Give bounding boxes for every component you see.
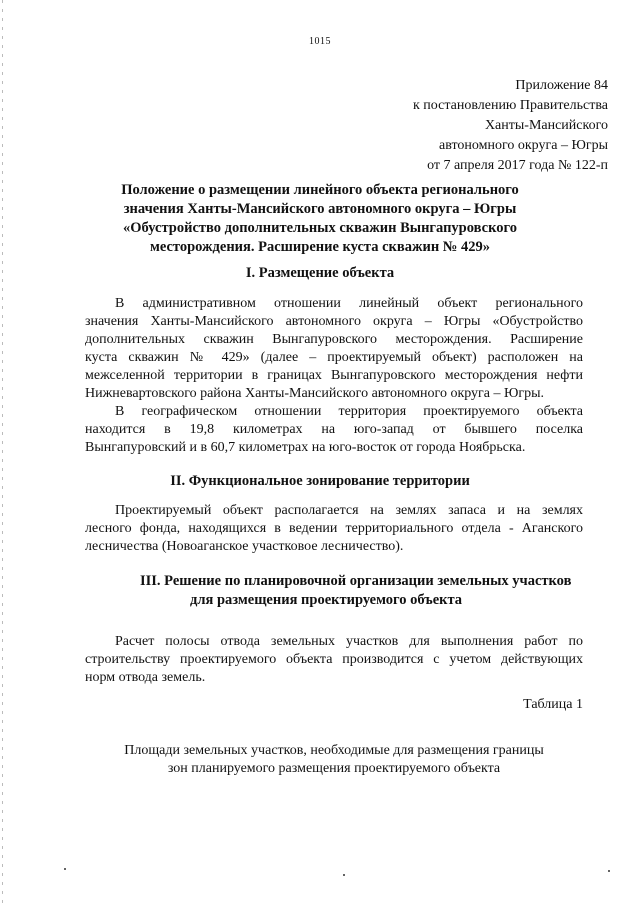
title-line: значения Ханты-Мансийского автономного округа – Югры [123, 201, 517, 217]
text-line: строительству проектируемого объекта производится с учетом действующих [85, 652, 583, 667]
text-line: лесничества (Новоаганское участковое лесничество). [85, 539, 404, 554]
appendix-line: Приложение 84 [515, 78, 608, 93]
scan-speck [608, 870, 610, 872]
text-line: значения Ханты-Мансийского автономного округа – Югры «Обустройство [85, 314, 583, 329]
text-line: куста скважин № 429» (далее – проектируемый объект) расположен на [85, 350, 583, 365]
caption-line: зон планируемого размещения проектируемого объекта [167, 761, 501, 776]
text-line: В географическом отношении территория проектируемого объекта [115, 404, 583, 419]
text-line: межселенной территории в границах Вынгапуровского месторождения нефти [85, 368, 583, 383]
document-title [60, 181, 580, 257]
section1-heading: I. Размещение объекта [245, 265, 395, 281]
appendix-line: автономного округа – Югры [439, 138, 608, 153]
appendix-block [308, 76, 608, 176]
section3-heading [140, 572, 600, 610]
scan-edge-line [2, 0, 3, 905]
page-number: 1015 [309, 36, 331, 47]
scan-speck [64, 868, 66, 870]
scan-speck [343, 874, 345, 876]
title-line: Положение о размещении линейного объекта регионального [121, 182, 519, 198]
section1-paragraph1 [85, 295, 583, 457]
section2-heading: II. Функциональное зонирование территории [170, 473, 470, 489]
title-line: «Обустройство дополнительных скважин Вынгапуровского [123, 220, 517, 236]
text-line: Вынгапуровский и в 60,7 километрах на юго-восток от города Ноябрьска. [85, 440, 526, 455]
appendix-line: к постановлению Правительства [412, 98, 608, 113]
title-line: месторождения. Расширение куста скважин № 429» [149, 239, 491, 255]
heading-line: III. Решение по планировочной организации земельных участков [140, 573, 572, 589]
appendix-line: Ханты-Мансийского [484, 118, 608, 133]
text-line: Нижневартовского района Ханты-Мансийского автономного округа – Югры. [85, 386, 545, 401]
section3-paragraph1 [85, 633, 583, 687]
section2-paragraph1 [85, 502, 583, 556]
text-line: Расчет полосы отвода земельных участков для выполнения работ по [115, 634, 583, 649]
text-line: Проектируемый объект располагается на землях запаса и на землях [115, 503, 583, 518]
text-line: норм отвода земель. [85, 670, 206, 685]
appendix-line: от 7 апреля 2017 года № 122-п [427, 158, 608, 173]
table-caption [85, 742, 583, 778]
text-line: находится в 19,8 километрах на юго-запад от бывшего поселка [85, 422, 583, 437]
table-label: Таблица 1 [523, 697, 583, 712]
heading-line: для размещения проектируемого объекта [190, 592, 463, 608]
caption-line: Площади земельных участков, необходимые для размещения границы [124, 743, 544, 758]
text-line: дополнительных скважин Вынгапуровского месторождения. Расширение [85, 332, 583, 347]
text-line: лесного фонда, находящихся в ведении территориального отдела - Аганского [85, 521, 583, 536]
text-line: В административном отношении линейный объект регионального [115, 296, 583, 311]
